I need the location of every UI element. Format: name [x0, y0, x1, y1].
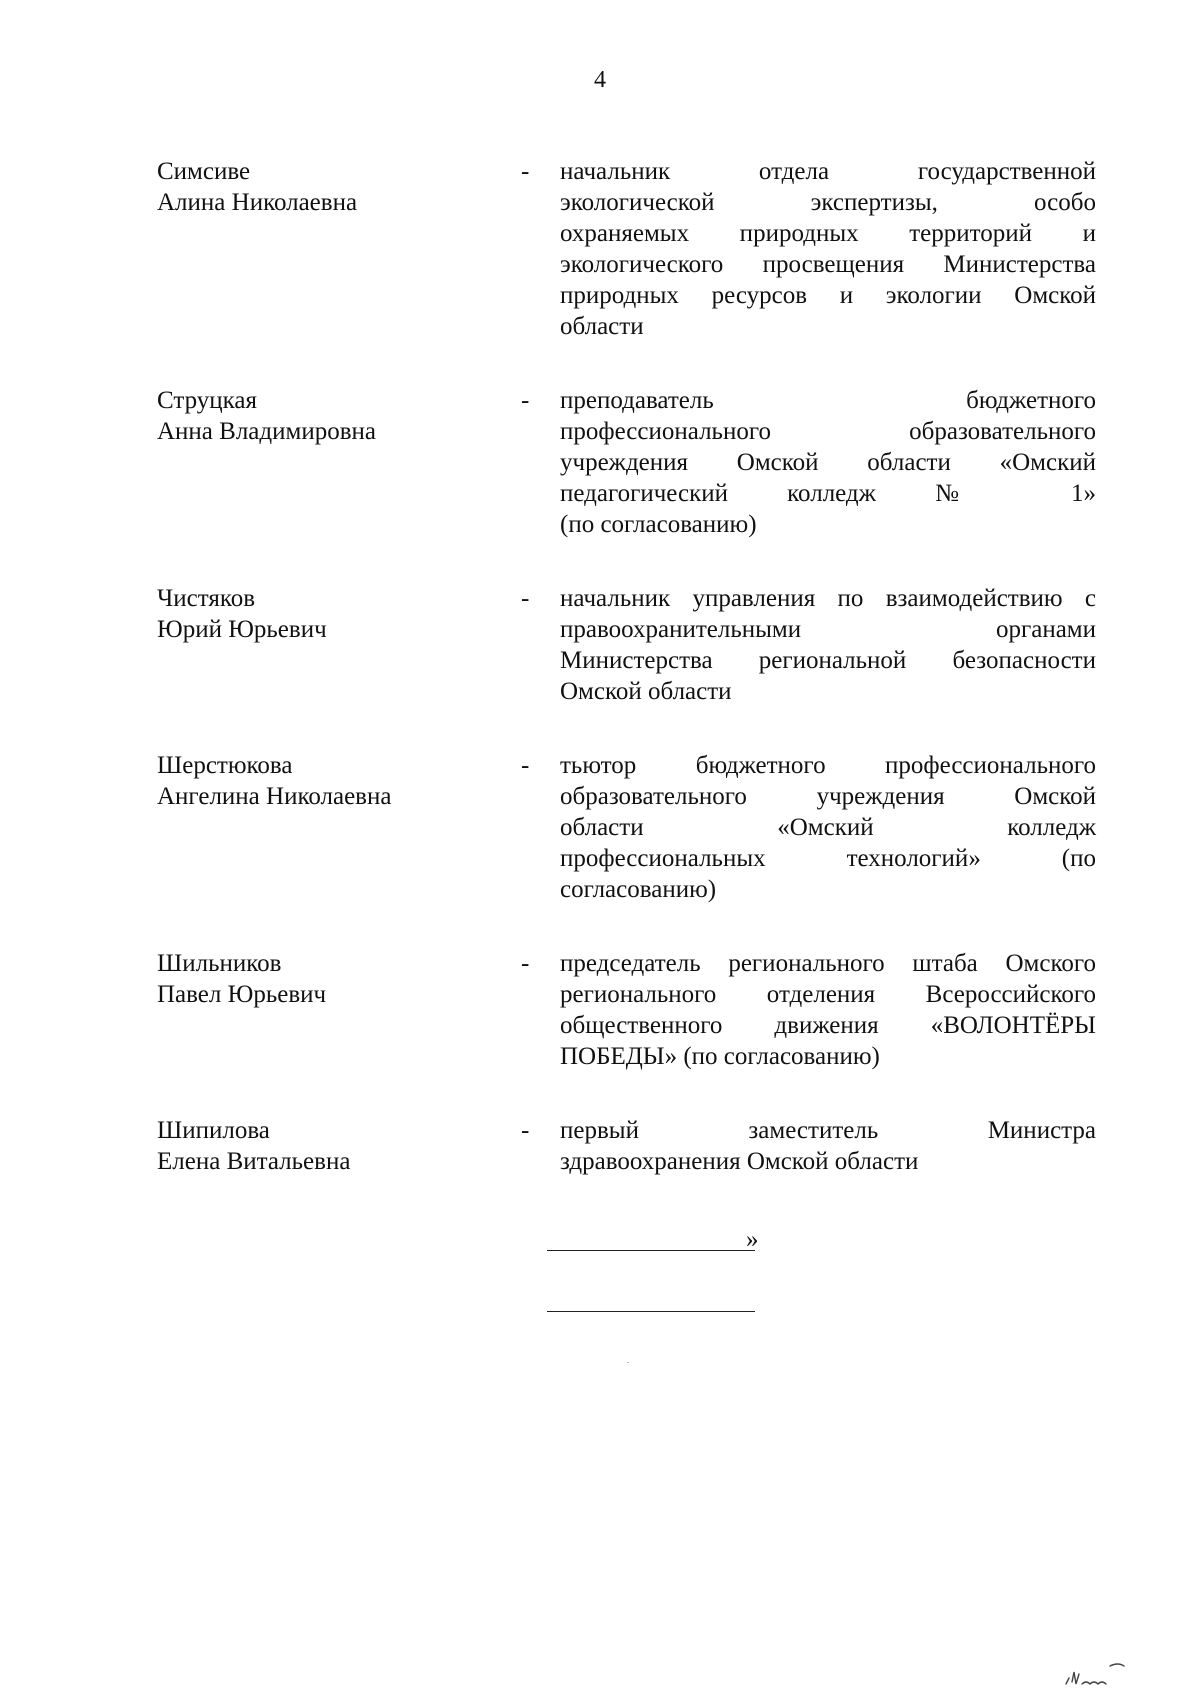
entry-dash: -	[521, 1117, 530, 1144]
entry-dash: -	[521, 158, 530, 185]
member-name	[157, 1115, 517, 1177]
member-name	[157, 948, 517, 1010]
member-surname: Чистяков	[157, 585, 255, 612]
description-line: начальник управления по взаимодействию с	[560, 585, 1096, 612]
description-line: области	[560, 313, 644, 340]
signature-line	[547, 1250, 755, 1251]
entry-dash: -	[521, 387, 530, 414]
member-description	[560, 750, 1096, 905]
member-surname: Шерстюкова	[157, 752, 293, 779]
page-number: 4	[594, 67, 606, 93]
member-entry	[157, 385, 1097, 540]
description-line: Омской области	[560, 678, 732, 705]
member-name	[157, 156, 517, 218]
description-line: педагогический колледж № 1»	[560, 480, 1096, 507]
description-line: начальник отдела государственной	[560, 158, 1096, 185]
scan-speck	[627, 1362, 629, 1363]
member-description	[560, 385, 1096, 540]
member-given-names: Павел Юрьевич	[157, 981, 327, 1008]
member-name	[157, 385, 517, 447]
description-line: первый заместитель Министра	[560, 1117, 1096, 1144]
member-entry	[157, 750, 1097, 905]
member-list	[157, 156, 1097, 1177]
description-line: природных ресурсов и экологии Омской	[560, 282, 1096, 309]
member-entry	[157, 948, 1097, 1072]
member-surname: Симсиве	[157, 158, 251, 185]
description-line: образовательного учреждения Омской	[560, 783, 1096, 810]
entry-dash: -	[521, 950, 530, 977]
entry-dash: -	[521, 585, 530, 612]
member-given-names: Юрий Юрьевич	[157, 616, 327, 643]
description-line: экологического просвещения Министерства	[560, 251, 1096, 278]
description-line: охраняемых природных территорий и	[560, 220, 1096, 247]
member-description	[560, 156, 1096, 342]
description-line: здравоохранения Омской области	[560, 1148, 919, 1175]
member-surname: Шипилова	[157, 1117, 270, 1144]
member-given-names: Алина Николаевна	[157, 189, 358, 216]
description-line: (по согласованию)	[560, 511, 757, 538]
member-given-names: Елена Витальевна	[157, 1148, 351, 1175]
member-given-names: Ангелина Николаевна	[157, 783, 392, 810]
description-line: профессионального образовательного	[560, 418, 1096, 445]
member-description	[560, 1115, 1096, 1177]
description-line: учреждения Омской области «Омский	[560, 449, 1096, 476]
member-name	[157, 750, 517, 812]
member-description	[560, 583, 1096, 707]
description-line: председатель регионального штаба Омского	[560, 950, 1096, 977]
description-line: профессиональных технологий» (по	[560, 845, 1096, 872]
member-entry	[157, 1115, 1097, 1177]
description-line: Министерства региональной безопасности	[560, 647, 1096, 674]
description-line: области «Омский колледж	[560, 814, 1096, 841]
description-line: тьютор бюджетного профессионального	[560, 752, 1096, 779]
closing-quote: »	[746, 1226, 759, 1253]
member-description	[560, 948, 1096, 1072]
member-given-names: Анна Владимировна	[157, 418, 376, 445]
description-line: ПОБЕДЫ» (по согласованию)	[560, 1043, 880, 1070]
member-surname: Струцкая	[157, 387, 257, 414]
description-line: регионального отделения Всероссийского	[560, 981, 1096, 1008]
description-line: общественного движения «ВОЛОНТЁРЫ	[560, 1012, 1096, 1039]
member-name	[157, 583, 517, 645]
member-entry	[157, 583, 1097, 707]
description-line: экологической экспертизы, особо	[560, 189, 1096, 216]
description-line: правоохранительными органами	[560, 616, 1096, 643]
entry-dash: -	[521, 752, 530, 779]
handwritten-initials-mark	[1060, 1660, 1130, 1690]
description-line: согласованию)	[560, 876, 717, 903]
member-entry	[157, 156, 1097, 342]
member-surname: Шильников	[157, 950, 282, 977]
description-line: преподаватель бюджетного	[560, 387, 1096, 414]
separator-line	[547, 1311, 755, 1312]
